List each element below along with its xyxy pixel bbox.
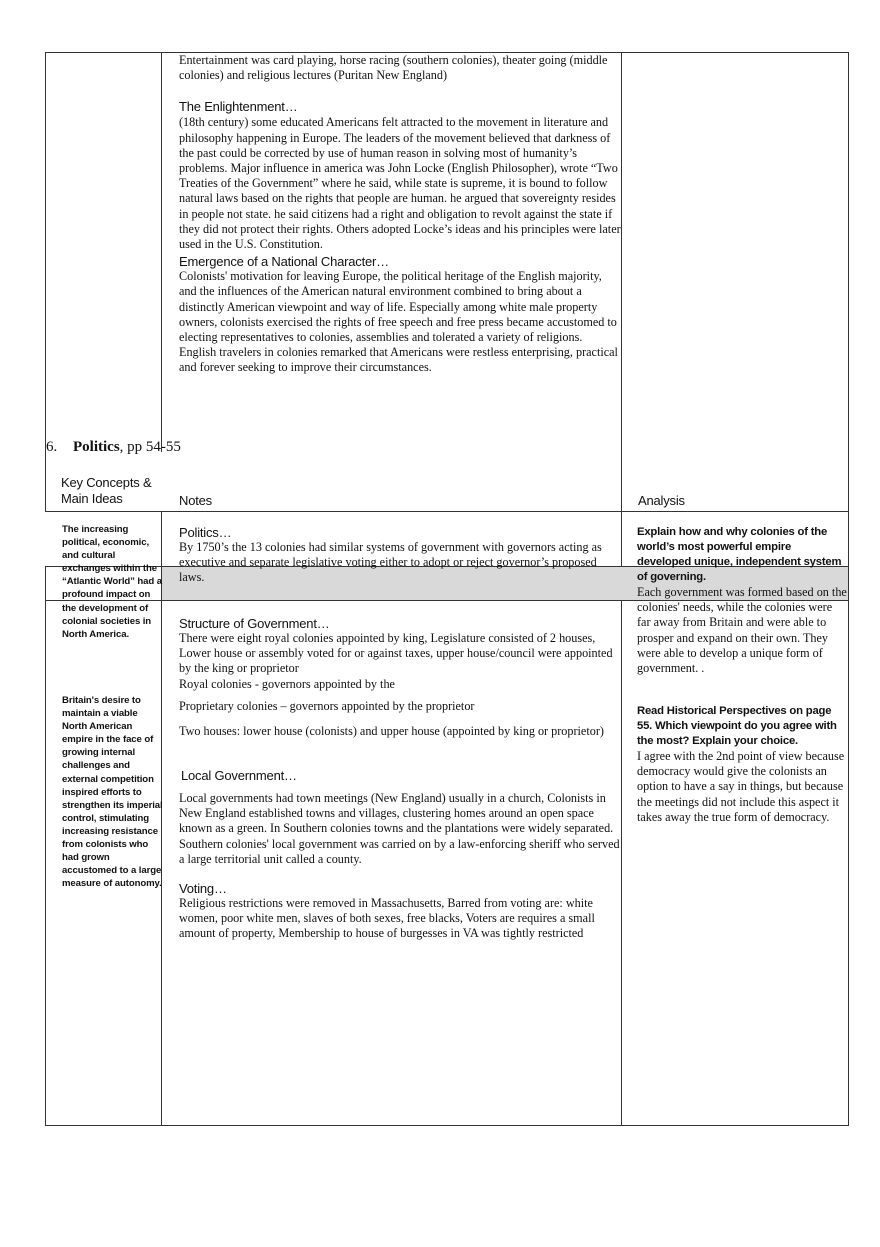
- national-character-text: Colonists' motivation for leaving Europe, the political heritage of the English majority, and the influences of the American natural environment combined to bring about a distinctly American viewpoint and way of life. Especially among white male property owners, colonists exercised the rights of free speech and free press became accustomed to electing representatives to colonies, assemblies and tolerated a variety of religions. English travelers in colonies remarked that Americans were restless enterprising, practical and forever seeking to improve their circumstances.: [179, 269, 618, 375]
- table-divider-notes: [161, 52, 162, 452]
- notes-politics: [179, 525, 622, 586]
- lower-table-left: [45, 566, 46, 1126]
- header-row-rule: [45, 511, 849, 512]
- analysis-answer-1: Each government was formed based on the colonies' needs, while the colonies were far away from Britain and were able to prosper and expand on their own. They were able to develop a unique form of government. .: [637, 585, 847, 676]
- header-notes: Notes: [179, 493, 212, 508]
- local-government-text: Local governments had town meetings (New England) usually in a church, Colonists in New England established towns and villages, clustering homes around an open space known as a green. In Southern colonies towns and the plantations were widely separated. Southern colonies' local government was carried on by a law-enforcing sheriff who served a large territorial unit called a county.: [179, 791, 620, 866]
- table-border-bottom: [45, 1125, 849, 1126]
- header-analysis: Analysis: [638, 493, 685, 508]
- national-character-heading: Emergence of a National Character…: [179, 254, 389, 270]
- local-government-heading: Local Government…: [181, 768, 297, 783]
- lower-table-right: [848, 511, 849, 1126]
- analysis-question-1: Explain how and why colonies of the world’s most powerful empire developed unique, independent system of governing.: [637, 526, 842, 583]
- voting-text: Religious restrictions were removed in Massachusetts, Barred from voting are: white women, poor white men, slaves of both sexes, free blacks, Voters are requires a small amount of property, Membership to house of burgesses in VA was tightly restricted: [179, 896, 595, 941]
- politics-heading: Politics…: [179, 525, 232, 540]
- header-key-concepts-line1: Key Concepts &: [61, 475, 152, 490]
- key-concept-empire: Britain's desire to maintain a viable North American empire in the face of growing internal challenges and external competition inspired efforts to strengthen its imperial control, stimulating increasing resistance from colonists who had grown accustomed to a large measure of autonomy.: [62, 695, 163, 890]
- table-border-right: [848, 52, 849, 512]
- voting-heading: Voting…: [179, 881, 227, 896]
- notes-structure: [179, 616, 622, 692]
- key-concept-atlantic-world: The increasing political, economic, and cultural exchanges within the “Atlantic World” had a profound impact on the development of colonial societies in North America.: [62, 524, 162, 640]
- structure-text: There were eight royal colonies appointed by king, Legislature consisted of 2 houses, Lower house or assembly voted for or against taxes, upper house/council were appointed by the king or proprietor: [179, 631, 613, 676]
- two-houses-text: Two houses: lower house (colonists) and upper house (appointed by king or proprietor): [179, 724, 604, 738]
- section-pages: , pp 54-55: [119, 439, 181, 455]
- section-number: 6.: [46, 439, 58, 455]
- analysis-answer-2: I agree with the 2nd point of view because democracy would give the colonists an option to have a say in things, but because the meetings did not include this aspect it takes away the true form of democracy.: [637, 749, 845, 824]
- section-heading: [46, 439, 181, 456]
- entertainment-text: Entertainment was card playing, horse racing (southern colonies), theater going (middle colonies) and religious lectures (Puritan New England): [179, 53, 608, 83]
- section-title: Politics: [73, 439, 120, 455]
- structure-heading: Structure of Government…: [179, 616, 330, 631]
- header-key-concepts: [61, 475, 151, 506]
- analysis-block-2: [637, 704, 847, 825]
- header-main-ideas: Main Ideas: [61, 491, 123, 506]
- enlightenment-text: (18th century) some educated Americans felt attracted to the movement in literature and philosophy happening in Europe. The leaders of the movement believed that darkness of the past could be corrected by use of human reason in solving most of humanity’s problems. Major influence in america was John Locke (English Philosopher), wrote “Two Treaties of the Government” where he said, while state is supreme, it is bound to follow natural laws based on the rights that people are human. he argued that sovereignty resides in people not state. he said citizens had a right and obligation to revolt against the state if they did not protect their rights. Others adopted Locke’s ideas and his principles were later used in the U.S. Constitution.: [179, 115, 621, 252]
- politics-text: By 1750’s the 13 colonies had similar systems of government with governors acting as executive and separate legislative voting either to adopt or reject governor’s proposed laws.: [179, 540, 602, 585]
- top-notes: [179, 53, 622, 376]
- royal-colonies-text: Royal colonies - governors appointed by the: [179, 676, 395, 691]
- enlightenment-heading: The Enlightenment…: [179, 99, 298, 115]
- notes-voting: [179, 881, 622, 942]
- analysis-block-1: [637, 525, 847, 676]
- analysis-question-2: Read Historical Perspectives on page 55. Which viewpoint do you agree with the most? Explain your choice.: [637, 705, 837, 747]
- proprietary-text: Proprietary colonies – governors appointed by the proprietor: [179, 699, 475, 713]
